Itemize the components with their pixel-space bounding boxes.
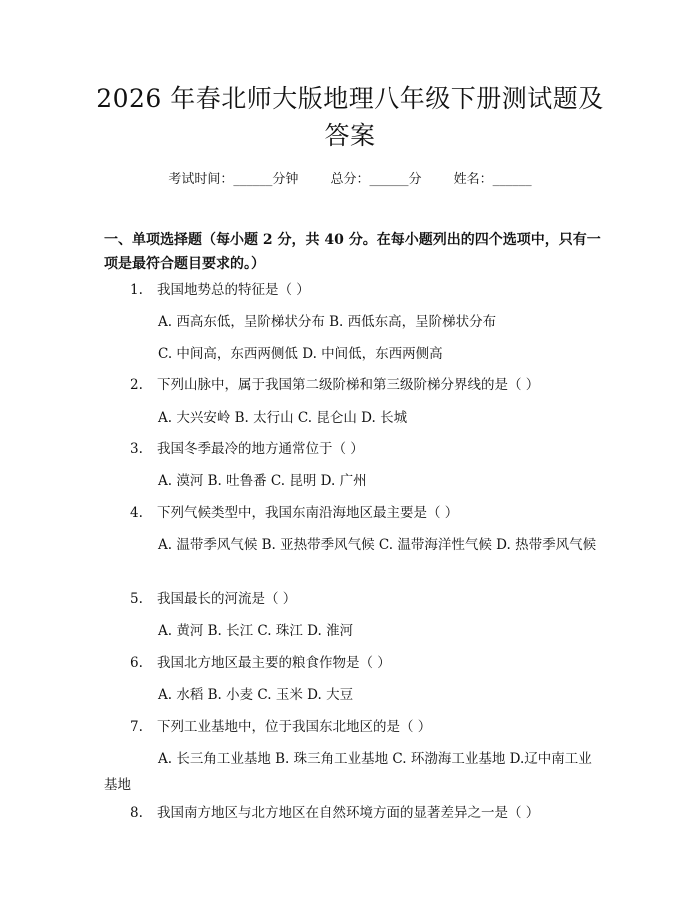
question-2 [130, 372, 539, 398]
question-text: 我国冬季最冷的地方通常位于（ ） [157, 441, 364, 457]
question-3-options: A. 漠河 B. 吐鲁番 C. 昆明 D. 广州 [158, 473, 367, 489]
exam-time: 考试时间：______分钟 [168, 172, 299, 187]
question-2-options: A. 大兴安岭 B. 太行山 C. 昆仑山 D. 长城 [158, 410, 408, 426]
question-number: 4. [130, 505, 143, 521]
student-name: 姓名：______ [453, 172, 532, 187]
question-4 [130, 500, 458, 526]
question-5 [130, 586, 296, 612]
question-text: 下列气候类型中，我国东南沿海地区最主要是（ ） [157, 505, 459, 521]
question-number: 5. [130, 591, 143, 607]
exam-score: 总分：______分 [330, 172, 422, 187]
question-6 [130, 650, 391, 676]
question-text: 下列山脉中，属于我国第二级阶梯和第三级阶梯分界线的是（ ） [157, 377, 540, 393]
question-1-options-line-2: C. 中间高，东西两侧低 D. 中间低，东西两侧高 [158, 346, 443, 362]
exam-meta [0, 168, 700, 187]
question-1 [130, 277, 310, 303]
question-text: 我国最长的河流是（ ） [157, 591, 297, 607]
question-text: 我国南方地区与北方地区在自然环境方面的显著差异之一是（ ） [157, 805, 540, 821]
question-number: 2. [130, 377, 143, 393]
question-7 [130, 714, 431, 740]
question-number: 7. [130, 719, 143, 735]
question-5-options: A. 黄河 B. 长江 C. 珠江 D. 淮河 [158, 623, 354, 639]
page-title: 2026 年春北师大版地理八年级下册测试题及答案 [96, 84, 604, 150]
question-number: 3. [130, 441, 143, 457]
question-number: 1. [130, 282, 143, 298]
section-heading: 一、单项选择题（每小题 2 分，共 40 分。在每小题列出的四个选项中，只有一项是最符合题目要求的。） [104, 232, 601, 272]
question-number: 8. [130, 805, 143, 821]
question-6-options: A. 水稻 B. 小麦 C. 玉米 D. 大豆 [158, 687, 354, 703]
question-1-options-line-1: A. 西高东低，呈阶梯状分布 B. 西低东高，呈阶梯状分布 [158, 314, 497, 330]
question-7-options: A. 长三角工业基地 B. 珠三角工业基地 C. 环渤海工业基地 D.辽中南工业基地 [104, 751, 592, 793]
question-text: 我国北方地区最主要的粮食作物是（ ） [157, 655, 391, 671]
question-text: 我国地势总的特征是（ ） [157, 282, 310, 298]
question-8 [130, 800, 539, 826]
question-text: 下列工业基地中，位于我国东北地区的是（ ） [157, 719, 432, 735]
question-4-options: A. 温带季风气候 B. 亚热带季风气候 C. 温带海洋性气候 D. 热带季风气候 [158, 537, 597, 553]
question-number: 6. [130, 655, 143, 671]
question-3 [130, 436, 364, 462]
